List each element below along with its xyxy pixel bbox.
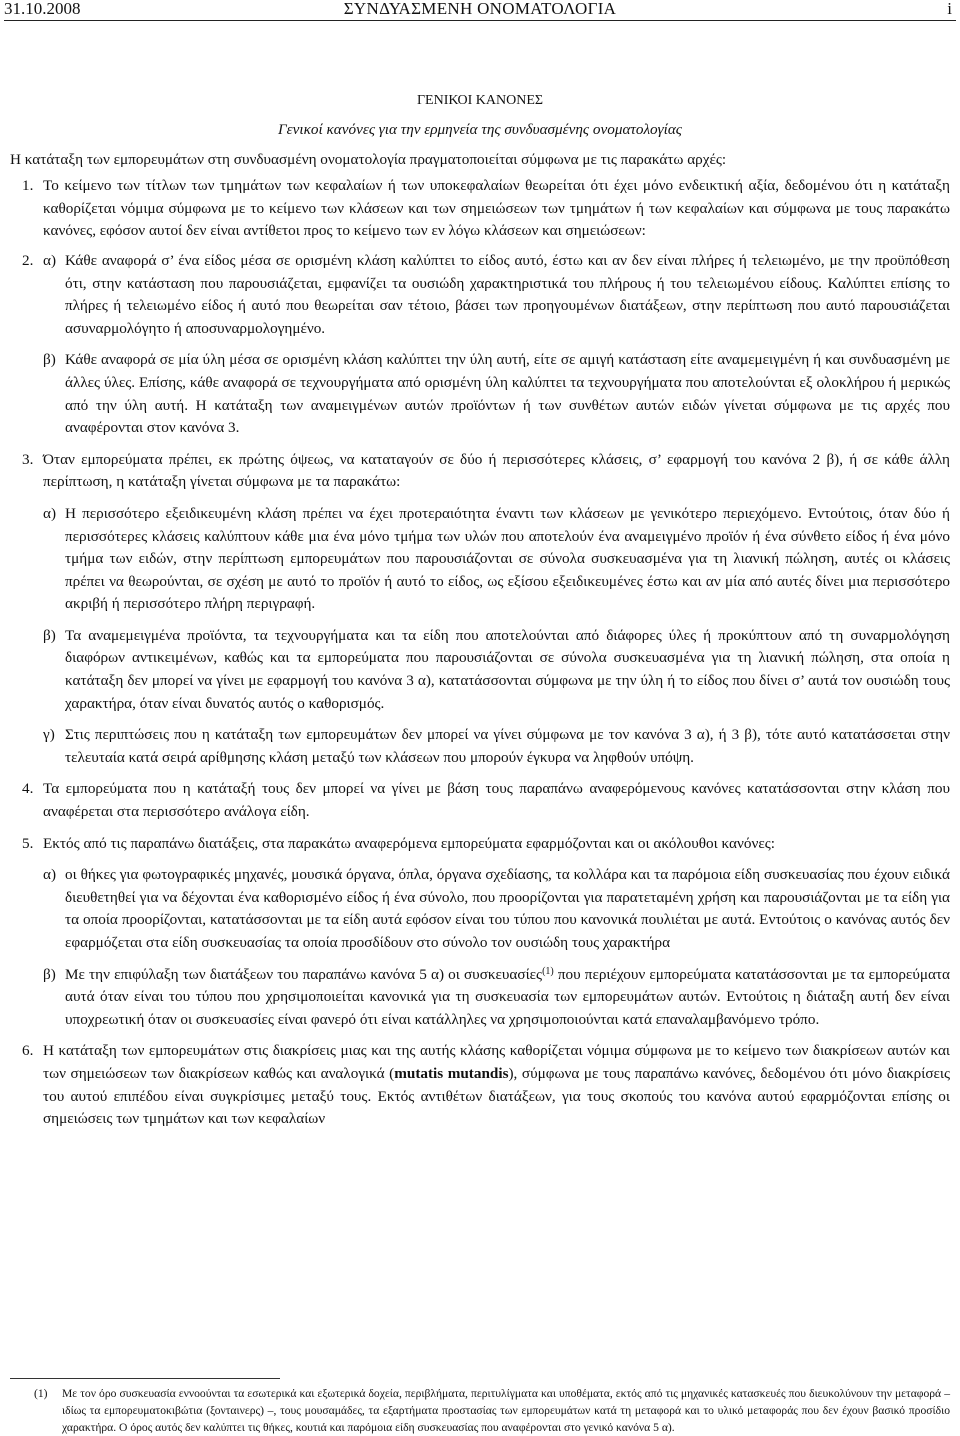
rule-2a (43, 250, 950, 340)
header-date: 31.10.2008 (4, 0, 81, 18)
sub-label: β) (43, 965, 56, 983)
footnote (10, 1385, 950, 1436)
footnote-separator (10, 1378, 280, 1379)
rule-number: 5. (22, 834, 34, 852)
footnote-text: Με τον όρο συσκευασία εννοούνται τα εσωτερικά και εξωτερικά δοχεία, περιβλήματα, περιτυλίγματα και υποθέματα, εκτός από τις μηχανικές κατασκευές που διευκολύνουν την μεταφορά – ιδίως τα εμπορευματοκιβώτια (ξονταινερς) –, τους μουσαμάδες, τα εξαρτήματα προστασίας των εμπορευμάτων κατά τη μεταφορά και το υλικό μεταφοράς που δεν έχουν βασικό προσίδιο χαρακτήρα. Ο όρος αυτός δεν καλύπτει τις θήκες, κουτιά και παρόμοια είδη συσκευασίας που αναφέρονται στο γενικό κανόνα 5 α). (62, 1387, 950, 1434)
rule-number: 2. (22, 251, 34, 269)
rule-3b (43, 625, 950, 715)
sub-label: α) (43, 504, 57, 522)
rule-number: 3. (22, 450, 34, 468)
rule-4 (10, 778, 950, 823)
sub-text: Τα αναμεμειγμένα προϊόντα, τα τεχνουργήματα και τα είδη που αποτελούνται από διάφορες ύλες ή προκύπτουν από τη συναρμολόγηση διαφόρων αντικειμένων, καθώς και τα εμπορεύματα που παρουσιάζονται σε σύνολα συσκευασμένα για τη λιανική πώληση, στα οποία η κατάταξη δεν μπορεί να γίνει με εφαρμογή του κανόνα 3 α), κατατάσσονται σύμφωνα με την ύλη ή το είδος που δίνει σ’ αυτά τον ουσιώδη τους χαρακτήρα, όταν είναι δυνατός αυτός ο καθορισμός. (65, 626, 950, 712)
sub-text-part: που περιέχουν εμπορεύματα κατατάσσονται με τα εμπορεύματα αυτά όταν είναι του τύπου που χρησιμοποιείται κανονικά για τη συσκευασία των εμπορευμάτων αυτών. Εντούτοις η διάταξη αυτή δεν είναι υποχρεωτική όταν οι συσκευασίες είναι φανερό ότι είναι κατάλληλες να χρησιμοποιούνται κατά επαναλαμβανόμενο τρόπο. (65, 965, 950, 1028)
latin-term: mutatis mutandis (394, 1064, 509, 1082)
rule-3c (43, 724, 950, 769)
rule-text (43, 1040, 950, 1130)
sub-text: Κάθε αναφορά σε μία ύλη μέσα σε ορισμένη κλάση καλύπτει την ύλη αυτή, είτε σε αμιγή κατάσταση είτε αναμεμειγμένη ή και συνδυασμένη με άλλες ύλες. Επίσης, κάθε αναφορά σε τεχνουργήματα από ορισμένη ύλη καλύπτει τα τεχνουργήματα που αποτελούνται εξ ολοκλήρου ή μερικώς από την ύλη αυτή. Η κατάταξη των αναμειγμένων αυτών προϊόντων ή των συνθέτων αυτών ειδών γίνεται σύμφωνα με τις αρχές που αναφέρονται στον κανόνα 3. (65, 351, 950, 437)
rule-6 (10, 1040, 950, 1130)
rule-text-part: ), σύμφωνα με τους παραπάνω κανόνες, δεδομένου ότι μόνο διακρίσεις του αυτού επιπέδου είναι συγκρίσιμες μεταξύ τους. Εκτός αντιθέτων διατάξεων, για τους σκοπούς του κανόνα αυτού εφαρμόζονται επίσης οι σημειώσεις των τμημάτων και των κεφαλαίων (43, 1064, 951, 1128)
sub-label: γ) (43, 726, 55, 744)
sub-label: α) (43, 251, 57, 269)
sub-text: Κάθε αναφορά σ’ ένα είδος μέσα σε ορισμένη κλάση καλύπτει το είδος αυτό, έστω και αν δεν είναι πλήρες ή τελειωμένο, με την προϋπόθεση ότι, στην κατάσταση που παρουσιάζεται, εμφανίζει τα ουσιώδη χαρακτηριστικά του πλήρους ή του τελειωμένου είδους. Καλύπτει επίσης το πλήρες ή τελειωμένο είδος ή αυτό που θεωρείται σαν τέτοιο, βάσει των προηγουμένων διατάξεων, στην περίπτωση που αυτό παρουσιάζεται ασυναρμολόγητο ή αποσυναρμολογημένο. (65, 251, 950, 337)
sub-text: Η περισσότερο εξειδικευμένη κλάση πρέπει να έχει προτεραιότητα έναντι των κλάσεων με γενικότερο περιεχόμενο. Εντούτοις, όταν δύο ή περισσότερες κλάσεις καλύπτουν κάθε μια ένα μόνο τμήμα των υλών που αποτελούν ένα αναμειγμένο προϊόν ή ένα σύνθετο είδος ή ένα μόνο τμήμα των ειδών, στην περίπτωση εμπορευμάτων που παρουσιάζονται σε σύνολα συσκευασμένα για τη λιανική πώληση, αυτές οι κλάσεις πρέπει να θεωρούνται, σε σχέση με αυτό το προϊόν ή αυτό το είδος, ως εξίσου εξειδικευμένες έστω και αν μία από αυτές δίνει μια περισσότερο ακριβή ή περισσότερο πλήρη περιγραφή. (65, 504, 950, 613)
sub-label: α) (43, 866, 57, 884)
rule-text-part: Η κατάταξη των εμπορευμάτων στις διακρίσεις μιας και της αυτής κλάσης καθορίζεται νόμιμα σύμφωνα με το κείμενο των διακρίσεων αυτών και των σημειώσεων των διακρίσεων καθώς και αναλογικά ( (43, 1042, 950, 1082)
rule-text: Εκτός από τις παραπάνω διατάξεις, στα παρακάτω αναφερόμενα εμπορεύματα εφαρμόζονται και οι ακόλουθοι κανόνες: (43, 834, 775, 852)
rule-number: 1. (22, 177, 34, 195)
rule-5b (43, 964, 950, 1032)
rule-text: Τα εμπορεύματα που η κατάταξή τους δεν μπορεί να γίνει με βάση τους παραπάνω αναφερόμενους κανόνες κατατάσσονται στην κλάση που αναφέρεται στα περισσότερο ανάλογα είδη. (43, 780, 950, 821)
rule-2b (43, 349, 950, 439)
intro-paragraph: Η κατάταξη των εμπορευμάτων στη συνδυασμένη ονοματολογία πραγματοποιείται σύμφωνα με τις παρακάτω αρχές: (10, 150, 727, 168)
header-page-number: i (947, 0, 952, 18)
rule-3a (43, 503, 950, 616)
sub-text: οι θήκες για φωτογραφικές μηχανές, μουσικά όργανα, όπλα, όργανα σχεδίασης, τα κολλάρα και τα παρόμοια είδη συσκευασίας που έχουν ειδικά διευθετηθεί για να δέχονται ένα καθορισμένο είδος ή ένα σύνολο, που προορίζονται για παρατεταμένη χρήση και παρουσιάζονται με τα είδη για τα οποία προορίζονται, κατατάσσονται με τα είδη αυτά εφόσον είναι του τύπου που κανονικά πουλιέται με αυτά. Εντούτοις ο κανόνας αυτός δεν εφαρμόζεται στα είδη συσκευασίας τα οποία προσδίδουν στο σύνολο τον ουσιώδη τους χαρακτήρα (65, 866, 950, 951)
rule-3 (10, 449, 950, 770)
sub-text (65, 964, 950, 1032)
sub-label: β) (43, 626, 56, 644)
sub-text: Στις περιπτώσεις που η κατάταξη των εμπορευμάτων δεν μπορεί να γίνει σύμφωνα με τον κανόνα 3 α), ή 3 β), τότε αυτό κατατάσσεται στην τελευταία κατά σειρά αρίθμησης κλάση μεταξύ των κλάσεων που μπορούν έγκυρα να ληφθούν υπόψη. (65, 726, 950, 766)
rule-1 (10, 175, 950, 243)
rule-number: 4. (22, 780, 34, 798)
rule-text: Το κείμενο των τίτλων των τμημάτων των κεφαλαίων ή των υποκεφαλαίων θεωρείται ότι έχει μόνο ενδεικτική αξία, δεδομένου ότι η κατάταξη καθορίζεται νόμιμα σύμφωνα με το κείμενο των κλάσεων και των σημειώσεων των τμημάτων ή των κεφαλαίων και σύμφωνα με τους παρακάτω κανόνες, εφόσον αυτοί δεν είναι αντίθετοι προς το κείμενο των εν λόγω κλάσεων και σημειώσεων: (43, 177, 950, 240)
section-subtitle: Γενικοί κανόνες για την ερμηνεία της συνδυασμένης ονοματολογίας (278, 121, 682, 138)
document-body (10, 90, 950, 1131)
rule-number: 6. (22, 1042, 34, 1060)
footnote-reference[interactable]: (1) (542, 965, 554, 977)
page-header (0, 0, 960, 22)
rule-text: Όταν εμπορεύματα πρέπει, εκ πρώτης όψεως, να καταταγούν σε δύο ή περισσότερες κλάσεις, σ’ εφαρμογή του κανόνα 2 β), ή σε κάθε άλλη περίπτωση, η κατάταξη γίνεται σύμφωνα με τα παρακάτω: (43, 450, 950, 491)
rule-2 (10, 250, 950, 440)
sub-text-part: Με την επιφύλαξη των διατάξεων του παραπάνω κανόνα 5 α) οι συσκευασίες (65, 965, 543, 983)
header-rule (4, 20, 956, 21)
sub-label: β) (43, 351, 56, 369)
rule-5 (10, 833, 950, 1032)
footnote-number: (1) (34, 1387, 48, 1400)
header-journal-title: ΣΥΝΔΥΑΣΜΕΝΗ ΟΝΟΜΑΤΟΛΟΓΙΑ (343, 0, 617, 18)
rule-5a (43, 864, 950, 954)
section-title: ΓΕΝΙΚΟΙ ΚΑΝΟΝΕΣ (416, 93, 544, 108)
